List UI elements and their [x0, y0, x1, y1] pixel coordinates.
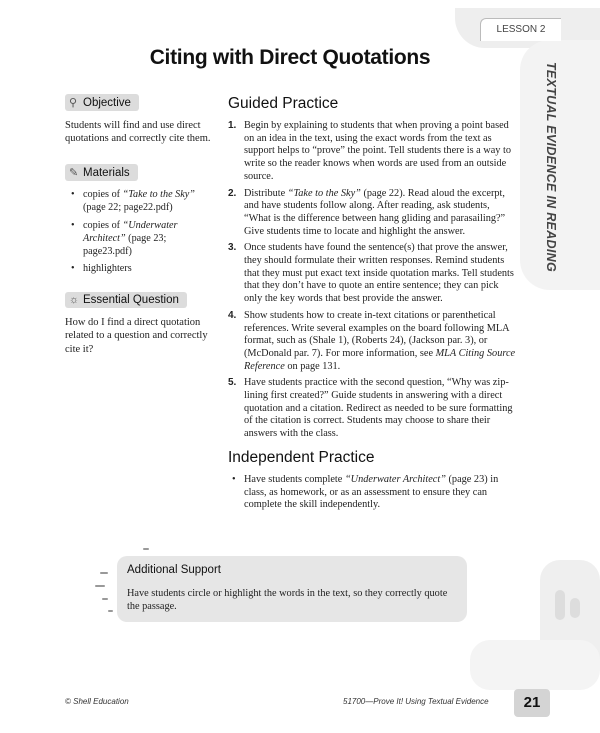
- page-number: 21: [514, 689, 550, 717]
- decorative-speck: [143, 548, 149, 550]
- independent-practice-heading: Independent Practice: [228, 448, 375, 466]
- materials-label: ✎ Materials: [65, 164, 138, 181]
- decorative-speck: [102, 598, 108, 600]
- decorative-speck: [108, 610, 113, 612]
- pencil-icon: ✎: [69, 167, 79, 180]
- list-item: • Have students complete “Underwater Architect” (page 23) in class, as homework, or as an assessment to ensure they can complete the skill independently.: [228, 474, 518, 512]
- guided-practice-heading: Guided Practice: [228, 95, 339, 112]
- list-item: 2. Distribute “Take to the Sky” (page 22). Read aloud the excerpt, and have students follow along. After reading, ask students, “What is the difference between hang gliding and parasailing?” Give students time to locate and highlight the answer.: [228, 187, 506, 237]
- essential-question-label: ☼ Essential Question: [65, 292, 187, 308]
- side-title: TEXTUAL EVIDENCE IN READING: [544, 62, 558, 272]
- decorative-swirl: [570, 598, 580, 618]
- independent-practice-list: [228, 474, 518, 512]
- objective-label: ⚲ Objective: [65, 94, 139, 111]
- objective-text: Students will find and use direct quotations and correctly cite them.: [65, 120, 211, 145]
- list-item: • copies of “Take to the Sky” (page 22; page22.pdf): [71, 189, 215, 215]
- footer-publisher: © Shell Education: [65, 697, 129, 706]
- list-item: 1. Begin by explaining to students that when proving a point based on an idea in the text, using the exact words from the text as support helps to “prove” the point. Tell students there is a way to write so the reader knows when words are used from an outside source.: [228, 120, 512, 182]
- materials-list: [65, 189, 215, 276]
- essential-question-text: How do I find a direct quotation related to a question and correctly cite it?: [65, 317, 208, 355]
- decorative-swirl: [520, 40, 600, 290]
- main-column: [228, 95, 518, 512]
- decorative-speck: [100, 572, 108, 574]
- decorative-speck: [95, 585, 105, 587]
- list-item: • copies of “Underwater Architect” (page 23; page23.pdf): [71, 220, 215, 258]
- decorative-swirl: [470, 640, 600, 690]
- list-item: 5. Have students practice with the second question, “Why was zip-lining first created?” Guide students in answering with a direct quotation and a citation. Redirect as needed to be sure formatting of the citation is correct. Students may choose to share their answers with the class.: [228, 377, 513, 440]
- decorative-swirl: [555, 590, 565, 620]
- left-column: [65, 93, 215, 374]
- additional-support-box: [117, 556, 467, 622]
- guided-practice-steps: [228, 120, 518, 441]
- magnifier-icon: ⚲: [69, 97, 78, 109]
- lesson-label: LESSON 2: [496, 24, 546, 35]
- lightbulb-icon: ☼: [69, 294, 80, 307]
- list-item: 3. Once students have found the sentence(s) that prove the answer, they should formulate their written responses. Remind students that they must put exact text inside quotation marks. Tell students that they don’t have to quote an entire sentence; they can pick only the key words that best provide the answer.: [228, 242, 514, 305]
- list-item: • highlighters: [71, 263, 215, 276]
- list-item: 4. Show students how to create in-text citations or parenthetical references. Write several examples on the board following MLA format, such as (Shale 1), (Roberts 24), (Jackson par. 3), or (McDonald par. 7). For more information, see MLA Citing Source Reference on page 131.: [228, 309, 516, 372]
- lesson-tab: [480, 18, 561, 41]
- footer-book-title: 51700—Prove It! Using Textual Evidence: [343, 697, 489, 706]
- additional-support-text: Have students circle or highlight the words in the text, so they correctly quote the passage.: [127, 588, 448, 612]
- additional-support-heading: Additional Support: [127, 564, 221, 576]
- page-title: Citing with Direct Quotations: [149, 46, 431, 69]
